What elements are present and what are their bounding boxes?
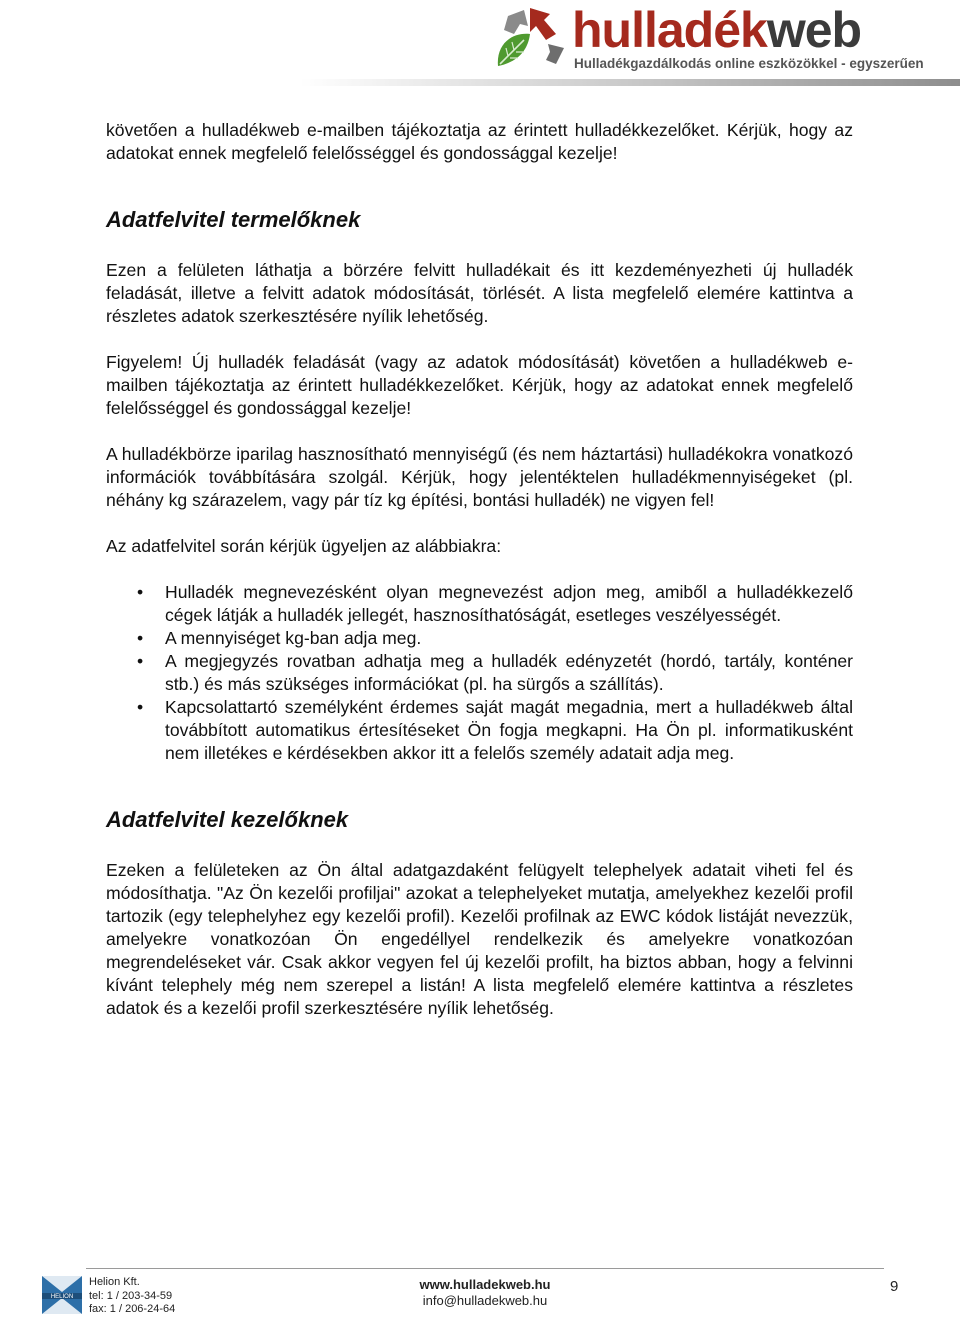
page-header bbox=[0, 0, 960, 92]
list-item bbox=[106, 650, 853, 696]
header-divider bbox=[300, 79, 960, 86]
footer-logo-text: HELION bbox=[50, 1294, 74, 1300]
brand-tagline: Hulladékgazdálkodás online eszközökkel - egyszerűen bbox=[574, 56, 924, 71]
list-item bbox=[106, 696, 853, 765]
website-link[interactable]: www.hulladekweb.hu bbox=[419, 1277, 551, 1292]
guidelines-list bbox=[106, 581, 853, 765]
bullet-icon: • bbox=[137, 628, 144, 648]
list-item bbox=[106, 581, 853, 627]
bullet-icon: • bbox=[137, 582, 144, 602]
email-link[interactable]: info@hulladekweb.hu bbox=[422, 1293, 548, 1308]
intro-paragraph: követően a hulladékweb e-mailben tájékoztatja az érintett hulladékkezelőket. Kérjük, hogy az adatokat ennek megfelelő felelősséggel és gondossággal kezelje! bbox=[106, 120, 853, 163]
page-number: 9 bbox=[890, 1278, 899, 1295]
company-tel: tel: 1 / 203-34-59 bbox=[89, 1289, 173, 1302]
paragraph: Ezen a felületen láthatja a börzére felvitt hulladékait és itt kezdeményezheti új hulladék feladását, illetve a felvitt adatok módosítását, törlését. A lista megfelelő elemére kattintva a részletes adatok szerkesztésére nyílik lehetőség. bbox=[106, 260, 853, 326]
company-fax: fax: 1 / 206-24-64 bbox=[89, 1303, 176, 1315]
brand-name-part1: hulladék bbox=[572, 2, 767, 58]
company-name: Helion Kft. bbox=[89, 1276, 140, 1288]
brand-name-part2: web bbox=[766, 2, 862, 58]
bullet-icon: • bbox=[137, 697, 144, 717]
list-item-text: A mennyiséget kg-ban adja meg. bbox=[165, 628, 422, 648]
section-heading-handlers: Adatfelvitel kezelőknek bbox=[106, 807, 349, 832]
footer-contact bbox=[360, 1277, 610, 1309]
paragraph: Figyelem! Új hulladék feladását (vagy az adatok módosítását) követően a hulladékweb e-mailben tájékoztatja az érintett hulladékkezelőket. Kérjük, hogy az adatokat ennek megfelelő felelősséggel és gondossággal kezelje! bbox=[106, 352, 853, 418]
paragraph: A hulladékbörze iparilag hasznosítható mennyiségű (és nem háztartási) hulladékokra vonatkozó információk továbbítására szolgál. Kérjük, hogy jelentéktelen hulladékmennyiségeket (pl. néhány kg szárazelem, vagy pár tíz kg építési, bontási hulladék) ne vigyen fel! bbox=[106, 444, 853, 510]
list-item-text: A megjegyzés rovatban adhatja meg a hulladék edényzetét (hordó, tartály, konténer stb.) és más szükséges információkat (pl. ha sürgős a szállítás). bbox=[165, 651, 853, 694]
list-item-text: Hulladék megnevezésként olyan megnevezést adjon meg, amiből a hulladékkezelő cégek látják a hulladék jellegét, hasznosíthatóságát, esetleges veszélyességét. bbox=[165, 582, 853, 625]
list-item bbox=[106, 627, 853, 650]
paragraph: Az adatfelvitel során kérjük ügyeljen az alábbiakra: bbox=[106, 536, 502, 556]
bullet-icon: • bbox=[137, 651, 144, 671]
footer-divider bbox=[86, 1268, 884, 1269]
section-heading-producers: Adatfelvitel termelőknek bbox=[106, 207, 361, 232]
paragraph: Ezeken a felületeken az Ön által adatgazdaként felügyelt telephelyek adatait viheti fel és módosíthatja. "Az Ön kezelői profiljai" azokat a telephelyeket mutatja, amelyekhez kezelői profil tartozik (egy telephelyhez egy kezelői profil). Kezelői profilnak az EWC kódok listáját nevezzük, amelyekre vonatkozóan Ön engedéllyel rendelkezik és amelyekre vonatkozóan megrendeléseket vár. Csak akkor vegyen fel új kezelői profilt, ha biztos abban, hogy a felvinni kívánt telephely még nem szerepel a listán! A lista megfelelő elemére kattintva a részletes adatok és a kezelői profil szerkesztésére nyílik lehetőség. bbox=[106, 860, 853, 1018]
recycle-leaf-logo-icon bbox=[490, 4, 568, 76]
brand-name bbox=[572, 2, 861, 58]
footer-company-info bbox=[89, 1276, 175, 1317]
list-item-text: Kapcsolattartó személyként érdemes saját magát megadnia, mert a hulladékweb által továbbított automatikus értesítéseket Ön fogja megkapni. Ha Ön pl. informatikusként nem illetékes e kérdésekben akkor itt a felelős személy adatait adja meg. bbox=[165, 697, 853, 763]
page-content bbox=[106, 119, 853, 1020]
helion-logo-icon bbox=[42, 1276, 82, 1314]
